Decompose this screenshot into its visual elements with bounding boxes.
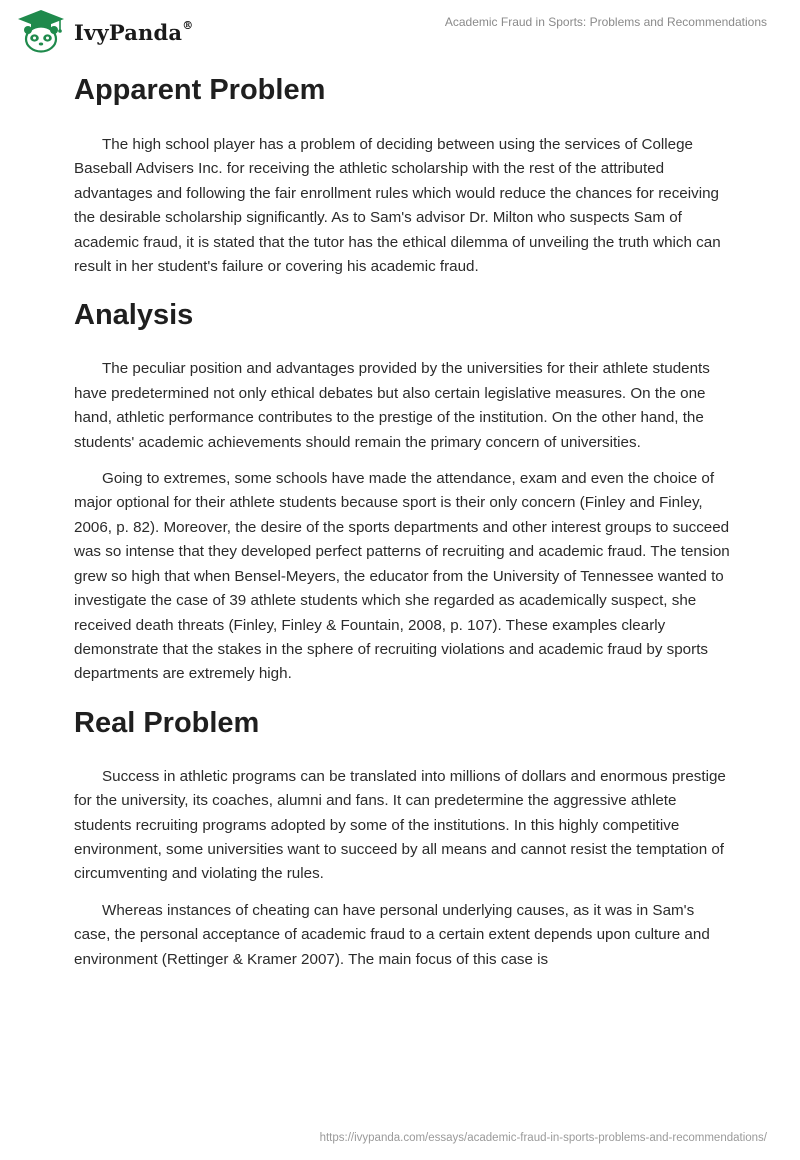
section-heading-real-problem: Real Problem [74, 706, 260, 739]
document-title: Academic Fraud in Sports: Problems and Recommendations [444, 15, 767, 29]
paragraph: Going to extremes, some schools have made the attendance, exam and even the choice of major optional for their athlete students because sport is their only concern (Finley and Finley, 2006, p. 82). Moreover, the desire of the sports departments and other interest groups to succeed was so intense that they developed perfect patterns of recruiting and academic fraud. The tension grew so high that when Bensel-Meyers, the educator from the University of Tennessee wanted to investigate the case of 39 athlete students which she regarded as academically suspect, she received death threats (Finley, Finley & Fountain, 2008, p. 107). These examples clearly demonstrate that the stakes in the sphere of recruiting violations and academic fraud by sports departments are extremely high. [74, 470, 730, 683]
paragraph: The peculiar position and advantages provided by the universities for their athlete students have predetermined not only ethical debates but also certain legislative measures. On the one hand, athletic performance contributes to the prestige of the institution. On the other hand, the students' academic achievements should remain the primary concern of universities. [74, 360, 710, 451]
brand-logo[interactable] [14, 8, 193, 54]
paragraph: The high school player has a problem of deciding between using the services of College Baseball Advisers Inc. for receiving the athletic scholarship with the rest of the attributed advantages and following the fair enrollment rules which would reduce the chances for receiving the desirable scholarship significantly. As to Sam's advisor Dr. Milton who suspects Sam of academic fraud, it is stated that the tutor has the ethical dilemma of unveiling the truth which can result in her student's failure or covering his academic fraud. [74, 136, 721, 276]
source-url-link[interactable]: https://ivypanda.com/essays/academic-fraud-in-sports-problems-and-recommendations/ [319, 1132, 767, 1144]
panda-graduate-icon [14, 8, 68, 54]
page-header [0, 0, 800, 64]
section-heading-analysis: Analysis [74, 299, 194, 332]
article-body [74, 66, 734, 972]
brand-name: IvyPanda® [74, 18, 194, 45]
section-heading-apparent-problem: Apparent Problem [74, 74, 326, 106]
paragraph: Whereas instances of cheating can have personal underlying causes, as it was in Sam's case, the personal acceptance of academic fraud to a certain extent depends upon culture and environment (Rettinger & Kramer 2007). The main focus of this case is [74, 901, 710, 968]
paragraph: Success in athletic programs can be translated into millions of dollars and enormous prestige for the university, its coaches, alumni and fans. It can predetermine the aggressive athlete students recruiting programs adopted by some of the institutions. In this highly competitive environment, some universities want to succeed by all means and cannot resist the temptation of circumventing and violating the rules. [74, 767, 726, 883]
